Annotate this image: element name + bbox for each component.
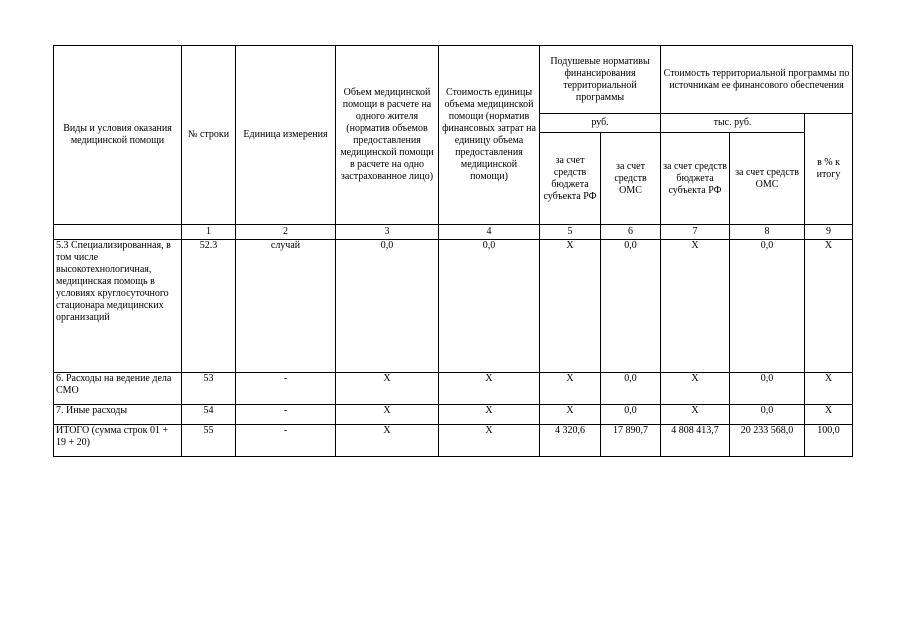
header-territorial-group: Стоимость территориальной программы по источникам ее финансового обеспечения bbox=[661, 46, 853, 114]
row-territorial-oms: 0,0 bbox=[730, 373, 805, 405]
column-number: 7 bbox=[661, 225, 730, 240]
row-unit: - bbox=[236, 373, 336, 405]
column-number: 1 bbox=[182, 225, 236, 240]
table-row bbox=[54, 373, 853, 405]
header-unit-thousand-rub: тыс. руб. bbox=[661, 114, 805, 133]
column-number: 8 bbox=[730, 225, 805, 240]
row-percent: 100,0 bbox=[805, 425, 853, 457]
column-number: 5 bbox=[540, 225, 601, 240]
row-volume: X bbox=[336, 425, 439, 457]
row-percent: X bbox=[805, 240, 853, 373]
header-budget-rf: за счет средств бюджета субъекта РФ bbox=[540, 133, 601, 225]
row-unit-cost: X bbox=[439, 373, 540, 405]
financing-table bbox=[53, 45, 853, 457]
header-budget-rf-2: за счет средств бюджета субъекта РФ bbox=[661, 133, 730, 225]
row-unit: - bbox=[236, 425, 336, 457]
row-name: 6. Расходы на ведение дела СМО bbox=[54, 373, 182, 405]
header-row-number: № строки bbox=[182, 46, 236, 225]
column-numbers-row bbox=[54, 225, 853, 240]
row-number: 55 bbox=[182, 425, 236, 457]
column-number: 4 bbox=[439, 225, 540, 240]
column-number: 3 bbox=[336, 225, 439, 240]
row-territorial-budget: 4 808 413,7 bbox=[661, 425, 730, 457]
header-percent-total: в % к итогу bbox=[805, 114, 853, 225]
column-number: 2 bbox=[236, 225, 336, 240]
row-name: 5.3 Специализированная, в том числе высокотехнологичная, медицинская помощь в условиях круглосуточного стационара медицинских организаций bbox=[54, 240, 182, 373]
row-per-capita-budget: 4 320,6 bbox=[540, 425, 601, 457]
row-unit: случай bbox=[236, 240, 336, 373]
row-volume: X bbox=[336, 373, 439, 405]
row-per-capita-budget: X bbox=[540, 405, 601, 425]
row-territorial-oms: 0,0 bbox=[730, 405, 805, 425]
row-unit-cost: X bbox=[439, 425, 540, 457]
row-per-capita-oms: 0,0 bbox=[601, 405, 661, 425]
header-volume: Объем медицинской помощи в расчете на одного жителя (норматив объемов предоставления медицинской помощи в расчете на одно застрахованное лицо) bbox=[336, 46, 439, 225]
row-percent: X bbox=[805, 405, 853, 425]
header-oms-2: за счет средств ОМС bbox=[730, 133, 805, 225]
header-unit-rub: руб. bbox=[540, 114, 661, 133]
row-number: 54 bbox=[182, 405, 236, 425]
header-per-capita-group: Подушевые нормативы финансирования территориальной программы bbox=[540, 46, 661, 114]
row-unit: - bbox=[236, 405, 336, 425]
row-per-capita-oms: 0,0 bbox=[601, 373, 661, 405]
row-territorial-oms: 0,0 bbox=[730, 240, 805, 373]
row-territorial-budget: X bbox=[661, 240, 730, 373]
row-name: 7. Иные расходы bbox=[54, 405, 182, 425]
row-name: ИТОГО (сумма строк 01 + 19 + 20) bbox=[54, 425, 182, 457]
column-number-blank bbox=[54, 225, 182, 240]
row-volume: 0,0 bbox=[336, 240, 439, 373]
row-unit-cost: 0,0 bbox=[439, 240, 540, 373]
row-unit-cost: X bbox=[439, 405, 540, 425]
column-number: 6 bbox=[601, 225, 661, 240]
row-territorial-oms: 20 233 568,0 bbox=[730, 425, 805, 457]
row-territorial-budget: X bbox=[661, 373, 730, 405]
row-volume: X bbox=[336, 405, 439, 425]
header-oms: за счет средств ОМС bbox=[601, 133, 661, 225]
row-per-capita-budget: X bbox=[540, 240, 601, 373]
row-number: 52.3 bbox=[182, 240, 236, 373]
table-row-total bbox=[54, 425, 853, 457]
header-unit-cost: Стоимость единицы объема медицинской помощи (норматив финансовых затрат на единицу объема предоставления медицинской помощи) bbox=[439, 46, 540, 225]
row-territorial-budget: X bbox=[661, 405, 730, 425]
row-percent: X bbox=[805, 373, 853, 405]
row-per-capita-oms: 17 890,7 bbox=[601, 425, 661, 457]
header-types: Виды и условия оказания медицинской помощи bbox=[54, 46, 182, 225]
row-number: 53 bbox=[182, 373, 236, 405]
row-per-capita-oms: 0,0 bbox=[601, 240, 661, 373]
column-number: 9 bbox=[805, 225, 853, 240]
table-row bbox=[54, 405, 853, 425]
row-per-capita-budget: X bbox=[540, 373, 601, 405]
table-row bbox=[54, 240, 853, 373]
header-unit: Единица измерения bbox=[236, 46, 336, 225]
